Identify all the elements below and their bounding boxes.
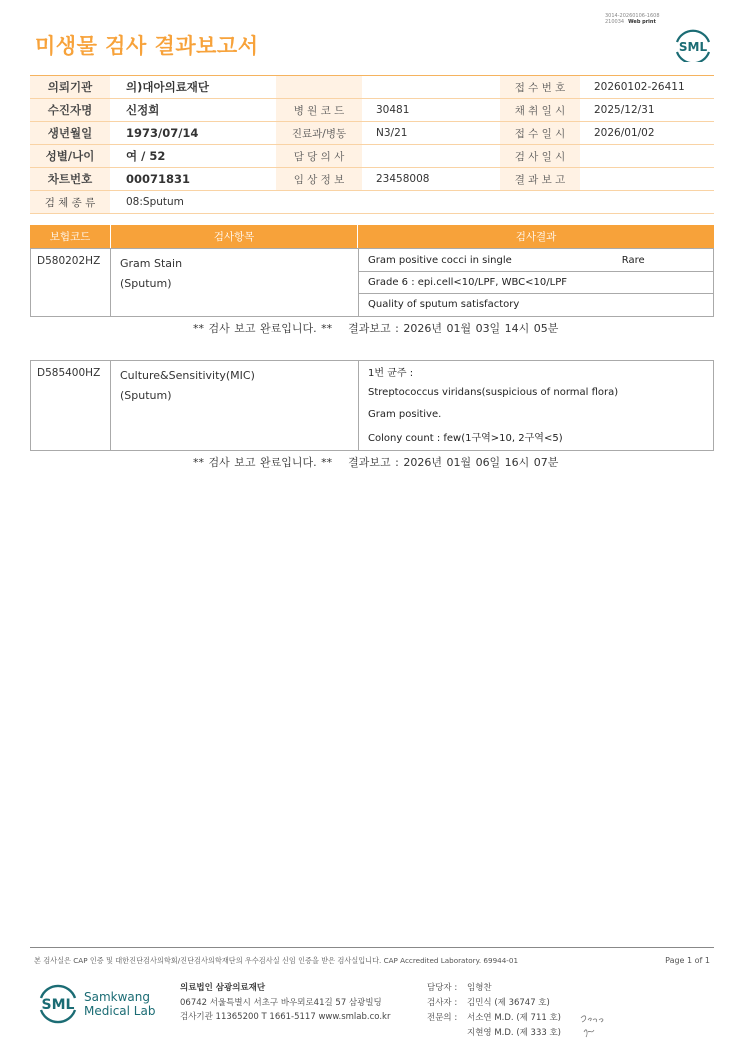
report-time: 결과보고 : 2026년 01월 03일 14시 05분 (348, 322, 559, 335)
brand-name (84, 990, 155, 1018)
info-row (30, 99, 714, 122)
brand-line-2: Medical Lab (84, 1004, 156, 1018)
test-item (111, 361, 359, 450)
sml-logo-icon (673, 28, 713, 62)
result-line: Grade 6 : epi.cell<10/LPF, WBC<10/LPF (359, 271, 713, 293)
label-sex-age: 성별/나이 (30, 145, 110, 167)
staff-role: 전문의 : (427, 1013, 458, 1023)
label-patient-name: 수진자명 (30, 99, 110, 121)
result-line: 1번 균주 : (368, 367, 414, 379)
logo-text: SML (41, 997, 75, 1013)
staff-name: 지현영 M.D. (제 333 호) (467, 1028, 562, 1038)
label-collection-date: 채 취 일 시 (500, 99, 580, 121)
status-text: ** 검사 보고 완료입니다. ** (193, 456, 333, 469)
test-item-specimen: (Sputum) (120, 389, 172, 402)
report-time: 결과보고 : 2026년 01월 06일 16시 07분 (348, 456, 559, 469)
staff-row (427, 996, 561, 1011)
value-department: N3/21 (376, 127, 408, 139)
value-patient-name: 신정희 (126, 103, 160, 117)
logo-text: SML (678, 40, 708, 54)
staff-info (427, 981, 561, 1041)
results-header (30, 225, 714, 248)
staff-row (427, 1011, 561, 1026)
info-row (30, 76, 714, 99)
staff-role: 담당자 : (427, 983, 458, 993)
staff-name: 김민식 (제 36747 호) (467, 998, 550, 1008)
status-text: ** 검사 보고 완료입니다. ** (193, 322, 333, 335)
footer-divider (30, 947, 714, 948)
info-row (30, 145, 714, 168)
value-birth-date: 1973/07/14 (126, 126, 199, 140)
staff-row (427, 1026, 561, 1041)
page-title: 미생물 검사 결과보고서 (35, 34, 259, 58)
test-result (359, 361, 713, 450)
test-item-name: Gram Stain (120, 257, 183, 270)
result-line: Gram positive. (368, 408, 442, 420)
label-receipt-date: 접 수 일 시 (500, 122, 580, 144)
test-result (359, 249, 713, 316)
result-line: Streptococcus viridans(suspicious of normal flora) (368, 386, 619, 398)
value-clinical-info: 23458008 (376, 173, 430, 185)
org-contact: 검사기관 11365200 T 1661-5117 www.smlab.co.kr (180, 1012, 391, 1022)
org-info (180, 981, 390, 1025)
result-text: Gram positive cocci in single (368, 254, 512, 266)
value-receipt-date: 2026/01/02 (594, 127, 655, 139)
test-item (111, 249, 359, 316)
print-meta (605, 13, 660, 25)
value-requester: 의)대아의료재단 (126, 80, 210, 94)
signature-icon (578, 1010, 608, 1040)
result-block-gram-stain (30, 248, 714, 317)
staff-name: 서소연 M.D. (제 711 호) (467, 1013, 562, 1023)
result-flag: Rare (621, 254, 645, 266)
value-chart-no: 00071831 (126, 172, 191, 186)
staff-role (427, 1026, 467, 1041)
info-row (30, 122, 714, 145)
label-result-report: 결 과 보 고 (500, 168, 580, 190)
patient-info-table (30, 75, 714, 214)
result-line: Colony count : few(1구역>10, 2구역<5) (368, 432, 563, 444)
header-test-item: 검사항목 (110, 225, 358, 248)
staff-row (427, 981, 561, 996)
result-line: Quality of sputum satisfactory (359, 293, 713, 315)
info-row (30, 168, 714, 191)
value-collection-date: 2025/12/31 (594, 104, 655, 116)
label-department: 진료과/병동 (276, 122, 362, 144)
label-empty (276, 76, 362, 98)
insurance-code: D585400HZ (31, 361, 111, 450)
result-block-culture (30, 360, 714, 451)
accreditation-note: 본 검사실은 CAP 인증 및 대한진단검사의학회/진단검사의학재단의 우수검사실 신임 인증을 받은 검사실입니다. CAP Accredited Laboratory. 69944-01 (34, 956, 519, 965)
value-hospital-code: 30481 (376, 104, 410, 116)
label-hospital-code: 병 원 코 드 (276, 99, 362, 121)
web-print-label: Web print (628, 19, 656, 25)
print-code-2: 210034 (605, 19, 625, 25)
value-specimen-type: 08:Sputum (126, 196, 184, 208)
report-status (193, 320, 558, 336)
label-receipt-no: 접 수 번 호 (500, 76, 580, 98)
header-test-result: 검사결과 (515, 231, 557, 243)
value-sex-age: 여 / 52 (126, 149, 166, 163)
staff-role: 검사자 : (427, 998, 458, 1008)
label-requester: 의뢰기관 (30, 76, 110, 98)
label-birth-date: 생년월일 (30, 122, 110, 144)
brand-line-1: Samkwang (84, 990, 150, 1004)
print-code: 3014-20260106-1608 (605, 13, 660, 19)
result-line (359, 249, 713, 271)
label-specimen-type: 검 체 종 류 (30, 191, 110, 213)
label-test-date: 검 사 일 시 (500, 145, 580, 167)
test-item-name: Culture&Sensitivity(MIC) (120, 369, 255, 382)
header-insurance-code: 보험코드 (49, 231, 91, 243)
label-doctor: 담 당 의 사 (276, 145, 362, 167)
staff-name: 임형찬 (467, 983, 492, 993)
org-address: 06742 서울특별시 서초구 바우뫼로41길 57 삼광빌딩 (180, 997, 382, 1008)
sml-logo-icon (36, 980, 80, 1026)
org-name: 의료법인 삼광의료재단 (180, 983, 266, 993)
label-chart-no: 차트번호 (30, 168, 110, 190)
label-clinical-info: 임 상 정 보 (276, 168, 362, 190)
insurance-code: D580202HZ (31, 249, 111, 316)
info-row (30, 191, 714, 214)
test-item-specimen: (Sputum) (120, 277, 172, 290)
value-receipt-no: 20260102-26411 (594, 81, 685, 93)
page-number: Page 1 of 1 (665, 956, 710, 965)
report-status (193, 454, 558, 470)
